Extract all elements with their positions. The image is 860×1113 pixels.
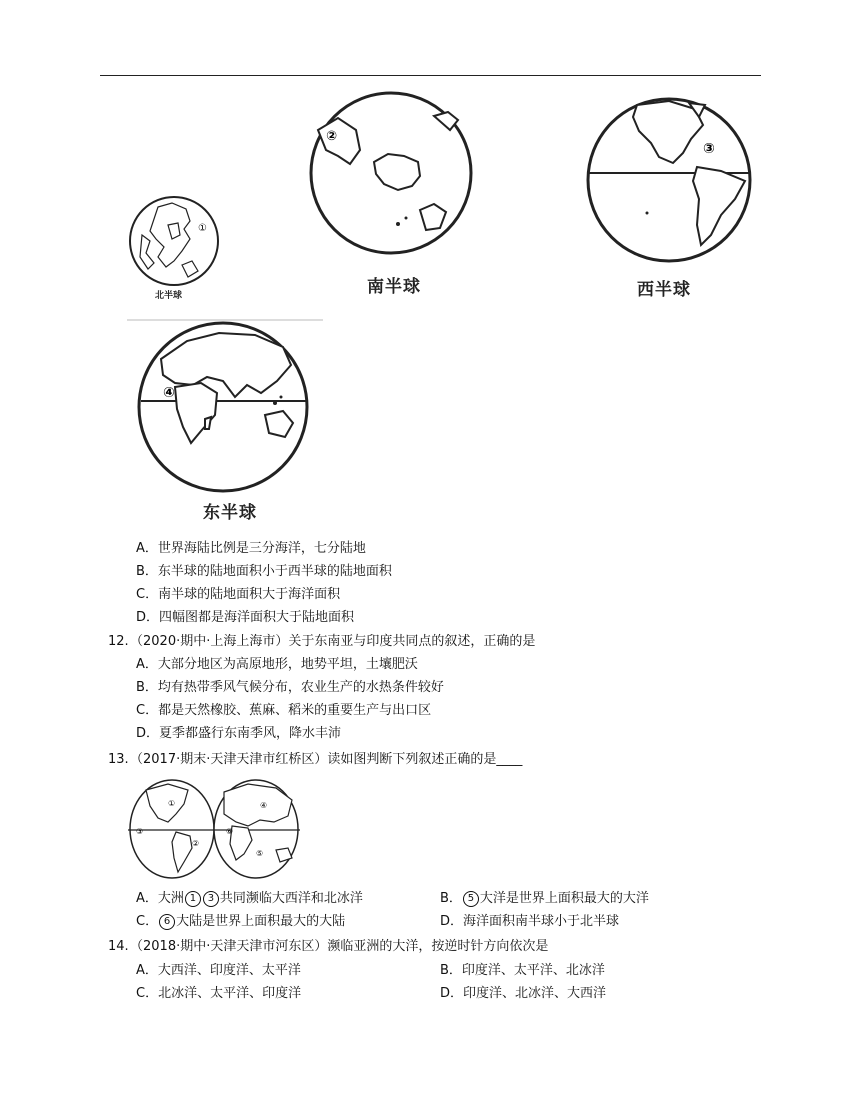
east-marker: ④ <box>163 385 175 401</box>
q13-option-b-suffix: 大洋是世界上面积最大的大洋 <box>479 891 649 906</box>
west-marker: ③ <box>703 141 715 157</box>
q12-option-c: C．都是天然橡胶、蕉麻、稻米的重要生产与出口区 <box>136 703 432 718</box>
south-hemisphere-map <box>308 90 474 256</box>
q13-option-d: D．海洋面积南半球小于北半球 <box>440 914 620 929</box>
south-caption: 南半球 <box>367 277 421 297</box>
q13-option-c-prefix: C． <box>136 914 159 929</box>
west-caption: 西半球 <box>637 280 691 300</box>
q12-number: 12. <box>108 634 129 649</box>
south-marker: ② <box>326 129 338 144</box>
header-rule <box>100 75 761 76</box>
west-hemisphere-map <box>585 97 753 263</box>
q13-option-c-suffix: 大陆是世界上面积最大的大陆 <box>176 914 346 929</box>
q13-option-a <box>136 889 363 909</box>
q14-stem: （2018·期中·天津天津市河东区）濒临亚洲的大洋，按逆时针方向依次是 <box>130 939 549 954</box>
q13-stem: （2017·期末·天津天津市红桥区）读如图判断下列叙述正确的是____ <box>130 752 523 767</box>
q11-option-b: B．东半球的陆地面积小于西半球的陆地面积 <box>136 564 392 579</box>
map-marker-1: ① <box>168 799 176 808</box>
east-hemisphere-map <box>127 319 323 491</box>
q13-option-b-prefix: B． <box>440 891 462 906</box>
map-marker-3: ③ <box>136 827 144 836</box>
q13-option-b <box>440 889 649 909</box>
q13-option-a-prefix: A．大洲 <box>136 891 184 906</box>
q14-number: 14. <box>108 939 129 954</box>
circled-number: 6 <box>159 914 175 930</box>
north-marker: ① <box>198 223 207 234</box>
q12-stem: （2020·期中·上海上海市）关于东南亚与印度共同点的叙述，正确的是 <box>130 634 536 649</box>
map-marker-2: ② <box>192 839 200 848</box>
q11-option-a: A．世界海陆比例是三分海洋，七分陆地 <box>136 541 366 556</box>
q14-option-b: B．印度洋、太平洋、北冰洋 <box>440 963 605 978</box>
q13-number: 13. <box>108 752 129 767</box>
circled-number: 1 <box>185 891 201 907</box>
map-marker-4: ④ <box>260 801 268 810</box>
world-two-hemispheres-map <box>128 778 300 880</box>
q11-option-c: C．南半球的陆地面积大于海洋面积 <box>136 587 341 602</box>
circled-number: 3 <box>203 891 219 907</box>
q12-option-a: A．大部分地区为高原地形，地势平坦，土壤肥沃 <box>136 657 418 672</box>
q13-option-a-suffix: 共同濒临大西洋和北冰洋 <box>219 891 363 906</box>
q14-option-a: A．大西洋、印度洋、太平洋 <box>136 963 301 978</box>
q11-option-d: D．四幅图都是海洋面积大于陆地面积 <box>136 610 355 625</box>
east-caption: 东半球 <box>203 503 257 523</box>
q14-option-c: C．北冰洋、太平洋、印度洋 <box>136 986 302 1001</box>
map-marker-6: ⑥ <box>226 827 234 836</box>
q13-option-c <box>136 912 345 932</box>
circled-number: 5 <box>463 891 479 907</box>
q14-option-d: D．印度洋、北冰洋、大西洋 <box>440 986 607 1001</box>
map-marker-5: ⑤ <box>256 849 264 858</box>
north-caption: 北半球 <box>155 291 183 301</box>
q12-option-d: D．夏季都盛行东南季风，降水丰沛 <box>136 726 342 741</box>
q12-option-b: B．均有热带季风气候分布，农业生产的水热条件较好 <box>136 680 444 695</box>
north-hemisphere-map <box>128 195 220 287</box>
